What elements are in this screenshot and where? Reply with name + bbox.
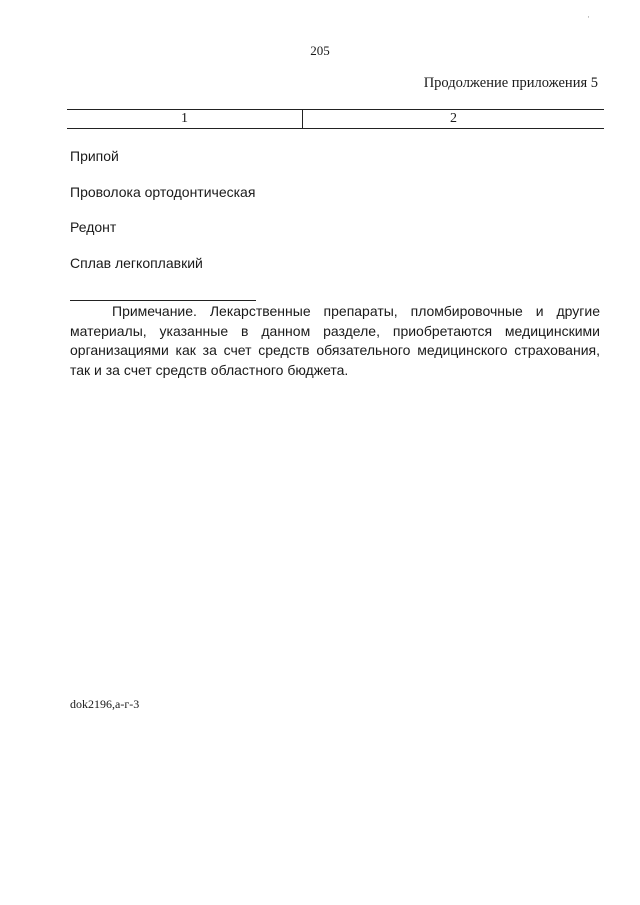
materials-list <box>70 146 255 288</box>
document-code: dok2196,а-г-3 <box>70 697 140 711</box>
footnote-note: Примечание. Лекарственные препараты, пломбировочные и другие материалы, указанные в данном разделе, приобретаются медицинскими организациями как за счет средств обязательного медицинского страхования, так и за счет средств областного бюджета. <box>70 303 600 378</box>
appendix-continuation-label: Продолжение приложения 5 <box>423 75 598 91</box>
list-item: Проволока ортодонтическая <box>70 183 256 200</box>
scan-mark: · <box>587 12 590 22</box>
list-item: Редонт <box>70 219 117 235</box>
table-header-col-1: 1 <box>67 110 303 128</box>
list-item: Припой <box>70 148 119 164</box>
list-item: Сплав легкоплавкий <box>70 254 203 271</box>
page-number: 205 <box>310 43 330 58</box>
table-header-row <box>67 109 604 129</box>
table-header-col-2: 2 <box>450 111 457 126</box>
footnote-divider <box>70 300 256 301</box>
